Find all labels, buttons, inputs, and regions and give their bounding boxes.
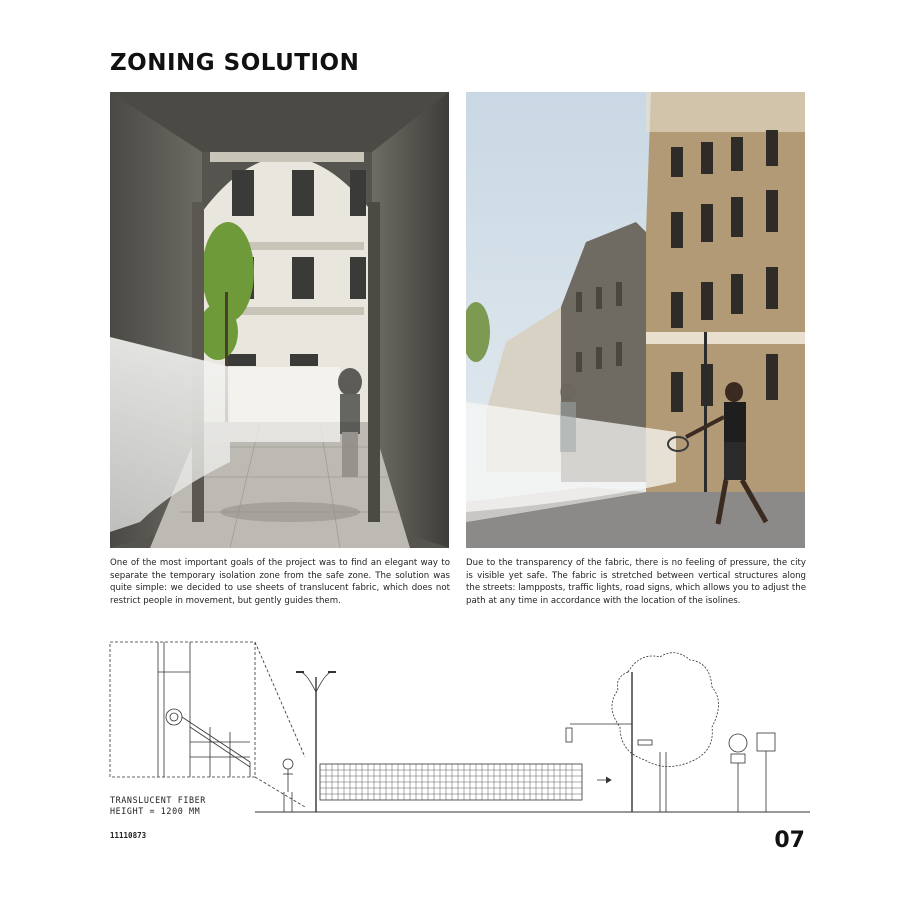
page-number: 07 xyxy=(774,828,805,853)
caption-right: Due to the transparency of the fabric, there is no feeling of pressure, the city is visible yet safe. The fabric is stretched between vertical structures along the streets: lampposts, traffic lights, road signs, which allows you to adjust the path at any time in accordance with the location of the isolines. xyxy=(466,558,806,606)
street-illustration xyxy=(466,92,805,548)
elevation-line-drawing xyxy=(100,632,820,827)
page-title: ZONING SOLUTION xyxy=(110,50,360,76)
annotation-line-1: TRANSLUCENT FIBER xyxy=(110,795,206,805)
elevation-drawing xyxy=(100,632,820,827)
fabric-annotation xyxy=(110,795,206,817)
caption-left: One of the most important goals of the project was to find an elegant way to separate the temporary isolation zone from the safe zone. The solution was quite simple: we decided to use sheets of translucent fabric, which does not restrict people in movement, but gently guides them. xyxy=(110,558,450,606)
street-image xyxy=(466,92,805,548)
arched-passage-illustration xyxy=(110,92,449,548)
annotation-line-2: HEIGHT = 1200 MM xyxy=(110,806,201,816)
arched-passage-image xyxy=(110,92,449,548)
project-code: 11110873 xyxy=(110,831,147,840)
